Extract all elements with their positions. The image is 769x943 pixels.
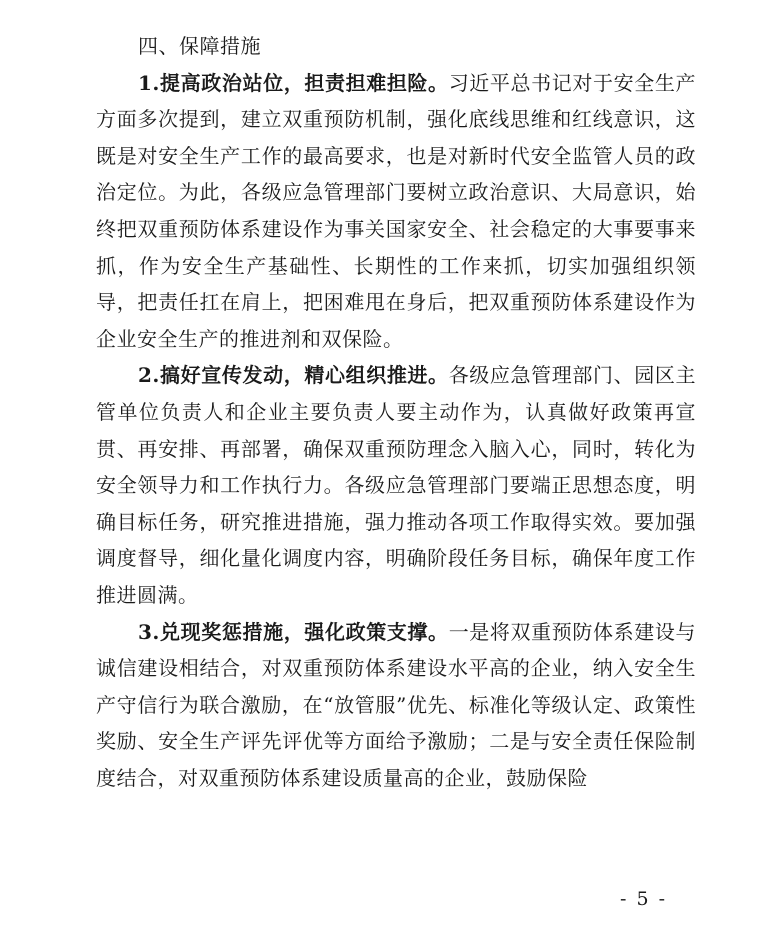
paragraph-3-body: 一是将双重预防体系建设与诚信建设相结合，对双重预防体系建设水平高的企业，纳入安全生产守信行为联合激励，在“放管服”优先、标准化等级认定、政策性奖励、安全生产评先评优等方面给予激励；二是与安全责任保险制度结合，对双重预防体系建设质量高的企业，鼓励保险 — [96, 619, 697, 790]
paragraph-3 — [96, 614, 696, 797]
paragraph-2-body: 各级应急管理部门、园区主管单位负责人和企业主要负责人要主动作为，认真做好政策再宣贯、再安排、再部署，确保双重预防理念入脑入心，同时，转化为安全领导力和工作执行力。各级应急管理部门要端正思想态度，明确目标任务，研究推进措施，强力推动各项工作取得实效。要加强调度督导，细化量化调度内容，明确阶段任务目标，确保年度工作推进圆满。 — [96, 363, 697, 607]
paragraph-2-lead: 2.搞好宣传发动，精心组织推进。 — [138, 363, 449, 388]
paragraph-3-lead: 3.兑现奖惩措施，强化政策支撑。 — [138, 619, 449, 644]
document-body — [96, 28, 696, 796]
paragraph-2 — [96, 357, 696, 613]
paragraph-1 — [96, 65, 696, 358]
section-heading: 四、保障措施 — [138, 34, 261, 58]
paragraph-1-body: 习近平总书记对于安全生产方面多次提到，建立双重预防机制，强化底线思维和红线意识，这既是对安全生产工作的最高要求，也是对新时代安全监管人员的政治定位。为此，各级应急管理部门要树立政治意识、大局意识，始终把双重预防体系建设作为事关国家安全、社会稳定的大事要事来抓，作为安全生产基础性、长期性的工作来抓，切实加强组织领导，把责任扛在肩上，把困难甩在身后，把双重预防体系建设作为企业安全生产的推进剂和双保险。 — [96, 70, 697, 351]
paragraph-1-lead: 1.提高政治站位，担责担难担险。 — [138, 70, 449, 95]
page-number: - 5 - — [620, 888, 668, 910]
